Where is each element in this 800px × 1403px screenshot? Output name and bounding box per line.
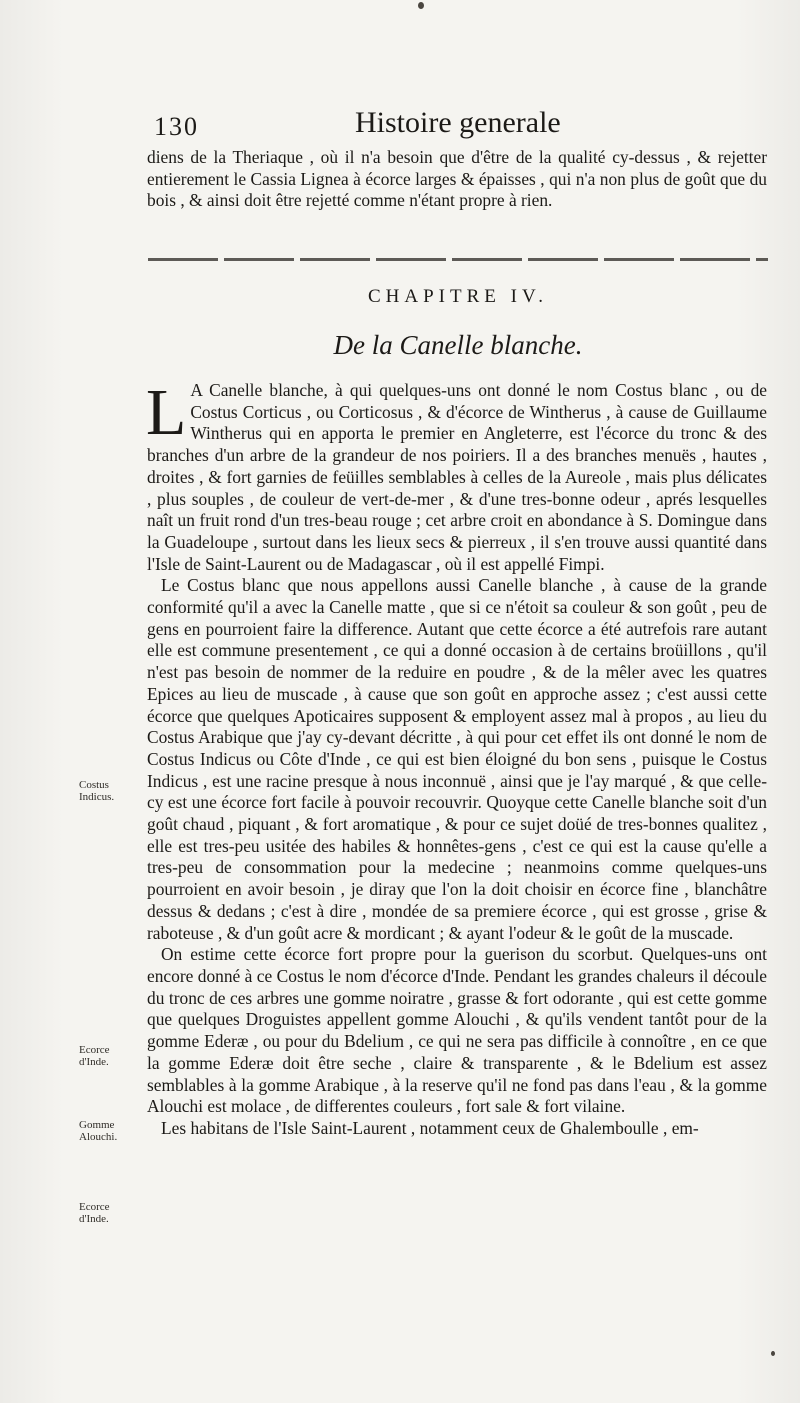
ink-speck [771,1351,775,1356]
margin-note-ecorce-inde-2: Ecorce d'Inde. [79,1201,110,1225]
paragraph-3: On estime cette écorce fort propre pour la guerison du scorbut. Quelques-uns ont encore donné à ce Costus le nom d'écorce d'Inde. Pendant les grandes chaleurs il découle du tronc de ces arbres une gomme noiratre , grasse & fort odorante , qui est cette gomme que quelques Droguistes appellent gomme Alouchi , & qu'ils vendent tantôt pour de la gomme Ederæ , ou pour du Bdelium , ce qui ne sera pas difficile à connoître , en ce que la gomme Ederæ doit être seche , claire & transparente , & le Bdelium est assez semblables à la gomme Arabique , à la reserve qu'il ne fond pas dans l'eau , & la gomme Alouchi est molace , de differentes couleurs , fort sale & fort vilaine. [147,944,767,1117]
ink-speck [418,2,424,9]
paragraph-2: Le Costus blanc que nous appellons aussi Canelle blanche , à cause de la grande conformité qu'il a avec la Canelle matte , que si ce n'étoit sa couleur & son goût , peu de gens en pourroient faire la difference. Autant que cette écorce a été autrefois rare autant elle est commune presentement , ce qui a donné occasion à de certains broüillons , qu'il n'est pas besoin de nommer de la reduire en poudre , & de la mêler avec les quatres Epices au lieu de muscade , à cause que son goût en approche assez ; c'est aussi cette écorce que quelques Apoticaires supposent & employent assez mal à propos , au lieu du Costus Arabique que j'ay cy-devant décritte , à qui pour cet effet ils ont donné le nom de Costus Indicus ou Côte d'Inde , ce qui est bien éloigné du bon sens , puisque le Costus Indicus , est une racine presque à nous inconnuë , ainsi que je l'ay marqué , & que celle-cy est une écorce fort facile à pouvoir recouvrir. Quoyque cette Canelle blanche soit d'un goût chaud , piquant , & fort aromatique , & pour ce sujet doüé de tres-bonnes qualitez , elle est tres-peu usitée des habiles & honnêtes-gens , c'est ce qui est la cause qu'elle a tres-peu de consommation pour la medecine ; neanmoins comme quelques-uns pourroient en avoir besoin , je diray que l'on la doit choisir en écorce fine , blanchâtre dessus & dedans ; c'est à dire , mondée de sa premiere écorce , qui est grosse , grise & raboteuse , & d'un goût acre & mordicant ; & ayant l'odeur & le goût de la muscade. [147,575,767,943]
chapter-body [146,376,767,1140]
section-divider [148,258,768,261]
page-number: 130 [154,112,199,141]
drop-cap: L [146,376,187,449]
chapter-subtitle: De la Canelle blanche. [333,330,583,360]
paragraph-1-text: A Canelle blanche, à qui quelques-uns ont donné le nom Costus blanc , ou de Costus Corticus , ou Corticosus , & d'écorce de Wintherus , à cause de Guillaume Wintherus qui en apporta le premier en Angleterre, est l'écorce du tronc & des branches d'un arbre de la grandeur de nos poiriers. Il a des branches menuës , hautes , droites , & fort garnies de feüilles semblables à celles de la Aureole , mais plus délicates , plus souples , de couleur de vert-de-mer , & d'une tres-bonne odeur , aprés lesquelles naît un fruit rond d'un tres-beau rouge ; cet arbre croit en abondance à S. Domingue dans la Guadeloupe , surtout dans les lieux secs & pierreux , il s'en trouve aussi quantité dans l'Isle de Saint-Laurent ou de Madagascar , où il est appellé Fimpi. [147,380,767,574]
margin-note-ecorce-inde: Ecorce d'Inde. [79,1044,110,1068]
margin-note-costus-indicus: Costus Indicus. [79,779,115,803]
intro-paragraph: diens de la Theriaque , où il n'a besoin que d'être de la qualité cy-dessus , & rejetter entierement le Cassia Lignea à écorce larges & épaisses , qui n'a non plus de goût que du bois , & ainsi doit être rejetté comme n'étant propre à rien. [147,147,767,211]
page-header [150,106,770,148]
paragraph-1 [146,376,767,575]
chapter-title: CHAPITRE IV. [368,286,548,307]
margin-note-gomme-alouchi: Gomme Alouchi. [79,1119,118,1143]
paragraph-4: Les habitans de l'Isle Saint-Laurent , notamment ceux de Ghalemboulle , em- [161,1117,699,1138]
running-title: Histoire generale [355,106,561,139]
